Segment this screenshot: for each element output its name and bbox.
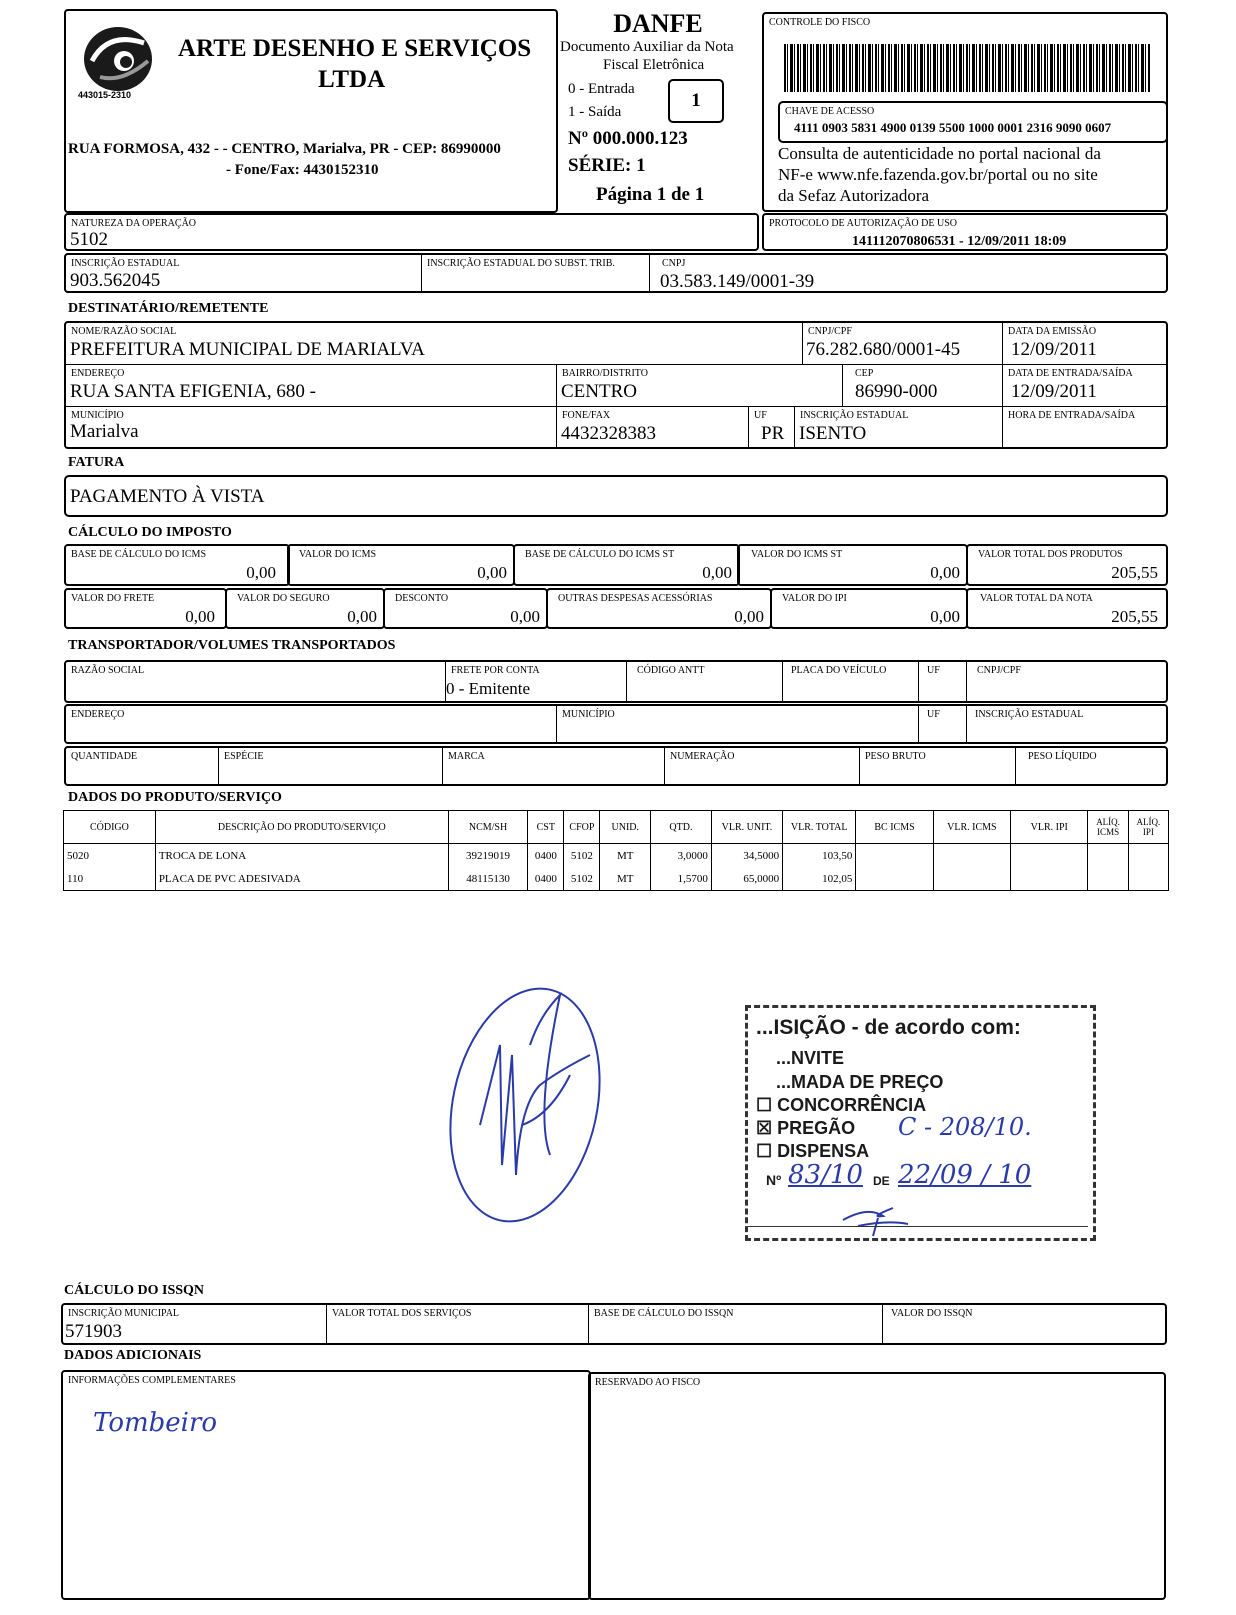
emitente-address-line2: - Fone/Fax: 4430152310 xyxy=(226,162,379,178)
issqn-im-label: INSCRIÇÃO MUNICIPAL xyxy=(68,1308,180,1319)
transp-frete-cell xyxy=(445,662,626,701)
stamp-line-7-de: DE xyxy=(873,1174,890,1188)
transp-placa-cell xyxy=(782,662,918,701)
ie-st-label: INSCRIÇÃO ESTADUAL DO SUBST. TRIB. xyxy=(427,258,615,269)
cell-descricao: TROCA DE LONA xyxy=(155,844,448,868)
transportador-section-title: TRANSPORTADOR/VOLUMES TRANSPORTADOS xyxy=(68,638,396,653)
transp-antt-label: CÓDIGO ANTT xyxy=(637,665,705,676)
imposto-ipi-value: 0,00 xyxy=(930,607,960,626)
natureza-box xyxy=(64,213,759,251)
stamp-line-5: ☒ PREGÃO xyxy=(756,1118,856,1138)
info-complementares-box xyxy=(61,1370,591,1600)
dest-cep-cell xyxy=(842,365,1002,407)
transp-peso-liquido-label: PESO LÍQUIDO xyxy=(1028,751,1097,762)
signature xyxy=(440,975,615,1245)
destinatario-box xyxy=(64,321,1168,449)
issqn-vts-label: VALOR TOTAL DOS SERVIÇOS xyxy=(332,1308,472,1319)
transp-antt-cell xyxy=(626,662,782,701)
protocolo-value: 141112070806531 - 12/09/2011 18:09 xyxy=(852,234,1067,249)
transp-ie-label: INSCRIÇÃO ESTADUAL xyxy=(975,709,1084,720)
reservado-fisco-label: RESERVADO AO FISCO xyxy=(595,1377,701,1388)
imposto-frete xyxy=(64,588,227,629)
transp-peso-bruto-label: PESO BRUTO xyxy=(865,751,926,762)
cell-unid: MT xyxy=(600,867,651,891)
imposto-total-nota xyxy=(966,588,1168,629)
cell-unid: MT xyxy=(600,844,651,868)
fatura-box xyxy=(64,475,1168,517)
col-codigo: CÓDIGO xyxy=(64,811,156,844)
dest-endereco-label: ENDEREÇO xyxy=(71,368,125,379)
imposto-desconto xyxy=(383,588,548,629)
protocolo-label: PROTOCOLO DE AUTORIZAÇÃO DE USO xyxy=(769,218,957,229)
imposto-frete-label: VALOR DO FRETE xyxy=(71,593,155,604)
transp-endereco-cell xyxy=(66,706,556,742)
imposto-base-icms-st-value: 0,00 xyxy=(702,563,732,582)
dest-cnpj: 76.282.680/0001-45 xyxy=(806,339,961,360)
imposto-valor-icms-st-label: VALOR DO ICMS ST xyxy=(751,549,843,560)
col-vlr-ipi: VLR. IPI xyxy=(1011,811,1088,844)
dest-cep-label: CEP xyxy=(855,368,874,379)
imposto-section-title: CÁLCULO DO IMPOSTO xyxy=(68,525,232,540)
table-row xyxy=(64,844,1169,868)
imposto-seguro xyxy=(225,588,385,629)
cell-codigo: 5020 xyxy=(64,844,156,868)
transp-cnpj-label: CNPJ/CPF xyxy=(977,665,1021,676)
dest-uf-cell xyxy=(748,407,794,449)
dest-uf-label: UF xyxy=(754,410,767,421)
issqn-im-cell xyxy=(63,1305,326,1343)
stamp-line-4: ☐ CONCORRÊNCIA xyxy=(756,1095,927,1115)
transp-uf-cell xyxy=(918,662,966,701)
imposto-outras-label: OUTRAS DESPESAS ACESSÓRIAS xyxy=(558,593,713,604)
ie-st-cell xyxy=(421,255,649,291)
dest-hora-label: HORA DE ENTRADA/SAÍDA xyxy=(1008,410,1136,421)
cell-qtd: 1,5700 xyxy=(651,867,712,891)
info-complementares-label: INFORMAÇÕES COMPLEMENTARES xyxy=(68,1375,236,1386)
consulta-line-1: Consulta de autenticidade no portal nacional da xyxy=(778,144,1101,163)
imposto-base-icms-label: BASE DE CÁLCULO DO ICMS xyxy=(71,549,207,560)
transp-especie-cell xyxy=(218,748,442,784)
emitente-name-line2: LTDA xyxy=(318,66,386,93)
dest-ie-cell xyxy=(794,407,1002,449)
transp-numeracao-label: NUMERAÇÃO xyxy=(670,751,735,762)
danfe-entrada: 0 - Entrada xyxy=(568,81,635,97)
dest-bairro-cell xyxy=(556,365,842,407)
dest-fone-cell xyxy=(556,407,748,449)
dest-municipio-label: MUNICÍPIO xyxy=(71,410,124,421)
imposto-total-nota-value: 205,55 xyxy=(1111,607,1158,626)
imposto-total-produtos-label: VALOR TOTAL DOS PRODUTOS xyxy=(978,549,1123,560)
danfe-title: DANFE xyxy=(613,9,703,38)
transp-cnpj-cell xyxy=(966,662,1168,701)
transp-uf2-label: UF xyxy=(927,709,940,720)
issqn-valor-cell xyxy=(882,1305,1167,1343)
imposto-base-icms xyxy=(64,544,290,586)
issqn-section-title: CÁLCULO DO ISSQN xyxy=(64,1283,205,1298)
cell-cfop: 5102 xyxy=(564,867,600,891)
stamp-initials xyxy=(838,1198,918,1238)
transp-row1 xyxy=(64,660,1168,703)
chave-box xyxy=(778,101,1168,143)
transp-marca-cell xyxy=(442,748,664,784)
danfe-subtitle-1: Documento Auxiliar da Nota xyxy=(560,39,734,55)
transp-municipio-label: MUNICÍPIO xyxy=(562,709,615,720)
ie-label: INSCRIÇÃO ESTADUAL xyxy=(71,258,180,269)
cell-aliq-icms xyxy=(1088,844,1128,868)
dest-entrada-label: DATA DE ENTRADA/SAÍDA xyxy=(1008,368,1133,379)
transp-ie-cell xyxy=(966,706,1168,742)
col-descricao: DESCRIÇÃO DO PRODUTO/SERVIÇO xyxy=(155,811,448,844)
produtos-table xyxy=(63,810,1169,891)
dest-fone: 4432328383 xyxy=(561,423,656,444)
danfe-numero: Nº 000.000.123 xyxy=(568,128,688,149)
ie-cell xyxy=(66,255,421,291)
dest-endereco-cell xyxy=(66,365,556,407)
imposto-total-produtos xyxy=(966,544,1168,586)
stamp-line-1: ...ISIÇÃO - de acordo com: xyxy=(756,1016,1021,1039)
cell-vlr-unit: 65,0000 xyxy=(711,867,782,891)
cell-ncm: 39219019 xyxy=(448,844,527,868)
transp-marca-label: MARCA xyxy=(448,751,485,762)
fisco-box xyxy=(762,12,1168,212)
issqn-base-cell xyxy=(588,1305,882,1343)
imposto-seguro-value: 0,00 xyxy=(347,607,377,626)
cnpj-cell xyxy=(649,255,1168,291)
chave-label: CHAVE DE ACESSO xyxy=(785,106,875,117)
cell-cst: 0400 xyxy=(528,844,564,868)
danfe-tipo-box xyxy=(668,79,724,123)
cnpj-label: CNPJ xyxy=(662,258,686,269)
transp-quantidade-cell xyxy=(66,748,218,784)
dest-municipio: Marialva xyxy=(70,421,139,442)
col-aliq-icms: ALÍQ. ICMS xyxy=(1088,811,1128,844)
stamp-line-7-num: 83/10 xyxy=(788,1160,863,1190)
dest-cnpj-cell xyxy=(802,323,1002,365)
table-row xyxy=(64,867,1169,891)
cell-vlr-total: 103,50 xyxy=(783,844,856,868)
stamp-signature-line xyxy=(748,1226,1088,1227)
transp-frete: 0 - Emitente xyxy=(446,679,531,698)
cell-aliq-icms xyxy=(1088,867,1128,891)
destinatario-section-title: DESTINATÁRIO/REMETENTE xyxy=(68,301,269,316)
transp-quantidade-label: QUANTIDADE xyxy=(71,751,138,762)
cell-vlr-total: 102,05 xyxy=(783,867,856,891)
emitente-name-line1: ARTE DESENHO E SERVIÇOS xyxy=(178,35,532,62)
transp-peso-liquido-cell xyxy=(1015,748,1168,784)
imposto-base-icms-value: 0,00 xyxy=(246,563,276,582)
logo-phone: 443015-2310 xyxy=(78,90,132,100)
chave-value: 4111 0903 5831 4900 0139 5500 1000 0001 2316 9090 0607 xyxy=(794,120,1112,135)
transp-uf2-cell xyxy=(918,706,966,742)
col-bc-icms: BC ICMS xyxy=(856,811,933,844)
cell-cst: 0400 xyxy=(528,867,564,891)
transp-endereco-label: ENDEREÇO xyxy=(71,709,125,720)
danfe-tipo: 1 xyxy=(691,90,701,111)
transp-row2 xyxy=(64,704,1168,744)
imposto-seguro-label: VALOR DO SEGURO xyxy=(237,593,330,604)
stamp-line-7-prefix: Nº xyxy=(766,1172,782,1188)
col-vlr-unit: VLR. UNIT. xyxy=(711,811,782,844)
dest-bairro-label: BAIRRO/DISTRITO xyxy=(562,368,648,379)
imposto-desconto-value: 0,00 xyxy=(510,607,540,626)
dest-nome-label: NOME/RAZÃO SOCIAL xyxy=(71,326,177,337)
col-vlr-icms: VLR. ICMS xyxy=(933,811,1010,844)
imposto-frete-value: 0,00 xyxy=(185,607,215,626)
transp-municipio-cell xyxy=(556,706,918,742)
cell-vlr-ipi xyxy=(1011,867,1088,891)
dest-hora-cell xyxy=(1002,407,1168,449)
stamp-line-7-date: 22/09 / 10 xyxy=(898,1160,1032,1190)
produtos-section-title: DADOS DO PRODUTO/SERVIÇO xyxy=(68,790,282,805)
danfe-saida: 1 - Saída xyxy=(568,104,622,120)
natureza-label: NATUREZA DA OPERAÇÃO xyxy=(71,218,197,229)
danfe-pagina: Página 1 de 1 xyxy=(596,184,705,205)
dest-endereco: RUA SANTA EFIGENIA, 680 - xyxy=(70,381,317,402)
dest-entrada: 12/09/2011 xyxy=(1011,381,1097,402)
controle-fisco-label: CONTROLE DO FISCO xyxy=(769,17,871,28)
dest-ie: ISENTO xyxy=(799,423,867,444)
imposto-valor-icms-st-value: 0,00 xyxy=(930,563,960,582)
imposto-ipi-label: VALOR DO IPI xyxy=(782,593,847,604)
stamp-line-2: ...NVITE xyxy=(776,1048,845,1068)
col-unid: UNID. xyxy=(600,811,651,844)
imposto-base-icms-st-label: BASE DE CÁLCULO DO ICMS ST xyxy=(525,549,675,560)
fatura-section-title: FATURA xyxy=(68,455,125,470)
cell-codigo: 110 xyxy=(64,867,156,891)
ie-value: 903.562045 xyxy=(70,270,161,291)
imposto-total-nota-label: VALOR TOTAL DA NOTA xyxy=(980,593,1093,604)
imposto-desconto-label: DESCONTO xyxy=(395,593,449,604)
protocolo-box xyxy=(762,213,1168,251)
fatura-value: PAGAMENTO À VISTA xyxy=(70,486,265,507)
dest-emissao-cell xyxy=(1002,323,1168,365)
dest-ie-label: INSCRIÇÃO ESTADUAL xyxy=(800,410,909,421)
licitacao-stamp xyxy=(745,1005,1096,1241)
cell-cfop: 5102 xyxy=(564,844,600,868)
imposto-valor-icms-value: 0,00 xyxy=(477,563,507,582)
issqn-base-label: BASE DE CÁLCULO DO ISSQN xyxy=(594,1308,734,1319)
cell-vlr-ipi xyxy=(1011,844,1088,868)
transp-razao-label: RAZÃO SOCIAL xyxy=(71,665,145,676)
cell-aliq-ipi xyxy=(1128,867,1168,891)
transp-peso-bruto-cell xyxy=(859,748,1015,784)
danfe-serie: SÉRIE: 1 xyxy=(568,155,646,176)
imposto-total-produtos-value: 205,55 xyxy=(1111,563,1158,582)
reservado-fisco-box xyxy=(588,1372,1166,1600)
ie-box xyxy=(64,253,1168,293)
transp-placa-label: PLACA DO VEÍCULO xyxy=(791,665,887,676)
col-ncm: NCM/SH xyxy=(448,811,527,844)
dest-entrada-cell xyxy=(1002,365,1168,407)
transp-uf-label: UF xyxy=(927,665,940,676)
cell-descricao: PLACA DE PVC ADESIVADA xyxy=(155,867,448,891)
dest-nome: PREFEITURA MUNICIPAL DE MARIALVA xyxy=(70,339,425,360)
stamp-line-3: ...MADA DE PREÇO xyxy=(776,1072,944,1092)
dest-bairro: CENTRO xyxy=(561,381,637,402)
emitente-box xyxy=(64,9,558,213)
imposto-valor-icms xyxy=(287,544,515,586)
imposto-outras xyxy=(546,588,772,629)
col-qtd: QTD. xyxy=(651,811,712,844)
dest-emissao-label: DATA DA EMISSÃO xyxy=(1008,326,1097,337)
issqn-im: 571903 xyxy=(65,1321,122,1342)
dest-cnpj-label: CNPJ/CPF xyxy=(808,326,852,337)
dest-uf: PR xyxy=(761,423,785,444)
imposto-outras-value: 0,00 xyxy=(734,607,764,626)
transp-especie-label: ESPÉCIE xyxy=(224,751,264,762)
issqn-valor-label: VALOR DO ISSQN xyxy=(891,1308,973,1319)
natureza-value: 5102 xyxy=(70,229,108,250)
transp-frete-label: FRETE POR CONTA xyxy=(451,665,540,676)
transp-numeracao-cell xyxy=(664,748,859,784)
cell-aliq-ipi xyxy=(1128,844,1168,868)
transp-razao-cell xyxy=(66,662,445,701)
transp-row3 xyxy=(64,746,1168,786)
danfe-subtitle-2: Fiscal Eletrônica xyxy=(603,57,705,73)
col-vlr-total: VLR. TOTAL xyxy=(783,811,856,844)
cell-ncm: 48115130 xyxy=(448,867,527,891)
dest-cep: 86990-000 xyxy=(855,381,938,402)
stamp-line-6: ☐ DISPENSA xyxy=(756,1141,870,1161)
consulta-line-3: da Sefaz Autorizadora xyxy=(778,186,930,205)
cell-bc-icms xyxy=(856,867,933,891)
dest-fone-label: FONE/FAX xyxy=(562,410,611,421)
info-handwritten: Tombeiro xyxy=(93,1408,218,1438)
cell-qtd: 3,0000 xyxy=(651,844,712,868)
consulta-line-2: NF-e www.nfe.fazenda.gov.br/portal ou no site xyxy=(778,165,1098,184)
company-logo-icon xyxy=(78,21,166,101)
danfe-block xyxy=(558,9,758,213)
imposto-base-icms-st xyxy=(513,544,740,586)
imposto-valor-icms-st xyxy=(737,544,968,586)
imposto-valor-icms-label: VALOR DO ICMS xyxy=(299,549,377,560)
issqn-vts-cell xyxy=(326,1305,588,1343)
produtos-header-row xyxy=(64,811,1169,844)
cnpj-value: 03.583.149/0001-39 xyxy=(660,271,815,292)
stamp-line-5-hand: C - 208/10. xyxy=(898,1113,1032,1141)
issqn-box xyxy=(61,1303,1167,1345)
cell-vlr-unit: 34,5000 xyxy=(711,844,782,868)
col-cfop: CFOP xyxy=(564,811,600,844)
adicionais-section-title: DADOS ADICIONAIS xyxy=(64,1348,202,1363)
cell-vlr-icms xyxy=(933,844,1010,868)
col-cst: CST xyxy=(528,811,564,844)
dest-municipio-cell xyxy=(66,407,556,449)
emitente-address-line1: RUA FORMOSA, 432 - - CENTRO, Marialva, PR - CEP: 86990000 xyxy=(68,141,501,157)
col-aliq-ipi: ALÍQ. IPI xyxy=(1128,811,1168,844)
dest-nome-cell xyxy=(66,323,802,365)
cell-bc-icms xyxy=(856,844,933,868)
dest-emissao: 12/09/2011 xyxy=(1011,339,1097,360)
barcode xyxy=(784,44,1150,92)
imposto-ipi xyxy=(770,588,968,629)
cell-vlr-icms xyxy=(933,867,1010,891)
